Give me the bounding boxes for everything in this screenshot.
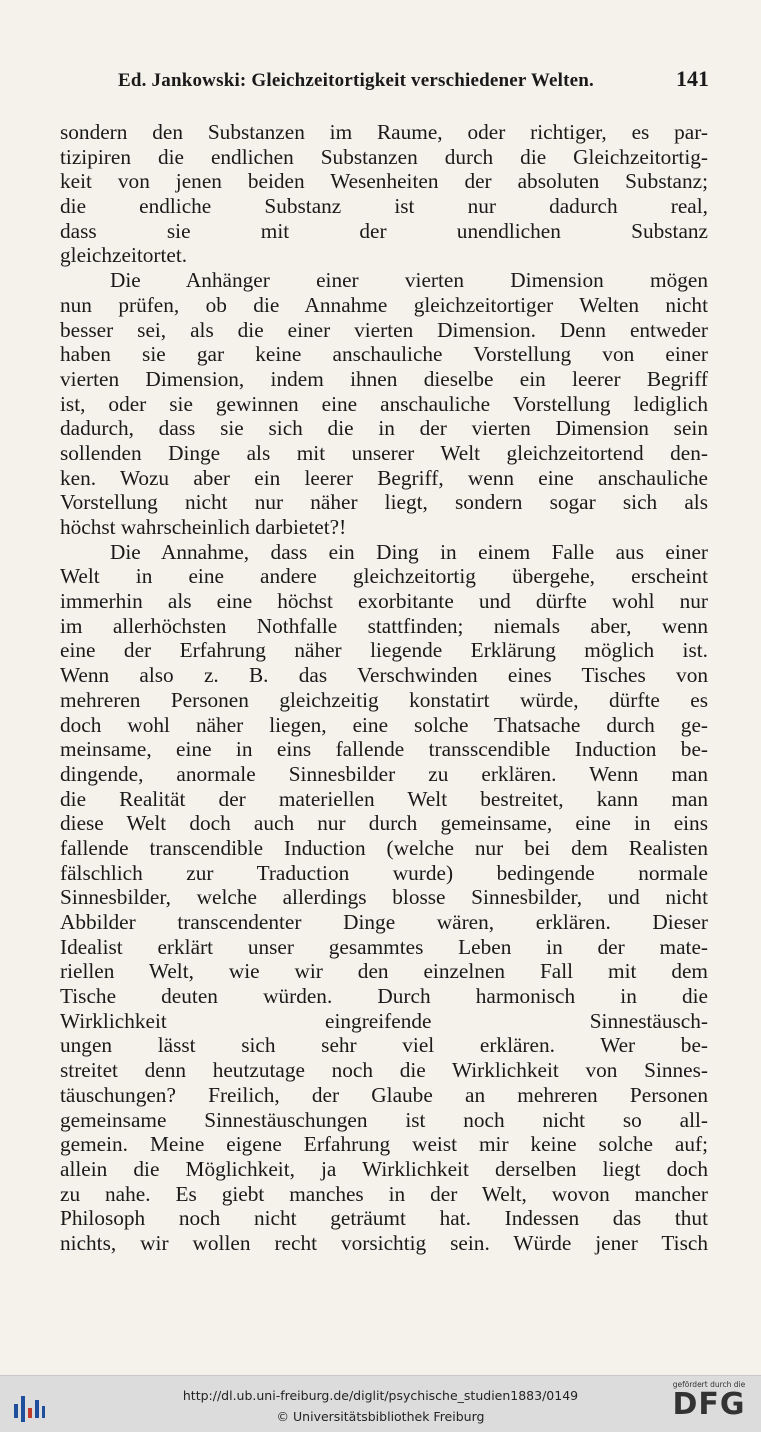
copyright-notice: © Universitätsbibliothek Freiburg <box>276 1409 485 1424</box>
text-line: tizipiren die endlichen Substanzen durch die Gleichzeitortig- <box>60 144 708 169</box>
text-line: ungen lässt sich sehr viel erklären. Wer be- <box>60 1033 708 1058</box>
text-line: dingende, anormale Sinnesbilder zu erklären. Wenn man <box>60 761 708 786</box>
running-title: Ed. Jankowski: Gleichzeitortigkeit verschiedener Welten. <box>118 70 594 91</box>
text-line: höchst wahrscheinlich darbietet?! <box>60 515 347 539</box>
dfg-logo <box>665 1380 753 1428</box>
text-line: meinsame, eine in eins fallende transscendible Induction be- <box>60 737 708 762</box>
text-line: Idealist erklärt unser gesammtes Leben in der mate- <box>60 934 708 959</box>
text-line: streitet denn heutzutage noch die Wirklichkeit von Sinnes- <box>60 1058 708 1083</box>
text-line: keit von jenen beiden Wesenheiten der absoluten Substanz; <box>60 169 708 194</box>
text-line: Tische deuten würden. Durch harmonisch in die <box>60 984 708 1009</box>
text-line: die endliche Substanz ist nur dadurch real, <box>60 194 708 219</box>
text-line: dass sie mit der unendlichen Substanz <box>60 218 708 243</box>
source-url[interactable]: http://dl.ub.uni-freiburg.de/diglit/psychische_studien1883/0149 <box>182 1388 579 1403</box>
text-line: Abbilder transcendenter Dinge wären, erklären. Dieser <box>60 910 708 934</box>
text-line: ist, oder sie gewinnen eine anschauliche Vorstellung lediglich <box>60 391 708 416</box>
text-line: riellen Welt, wie wir den einzelnen Fall mit dem <box>60 959 708 984</box>
text-line: dadurch, dass sie sich die in der vierten Dimension sein <box>60 416 708 441</box>
text-line: nun prüfen, ob die Annahme gleichzeitortiger Welten nicht <box>60 292 708 317</box>
text-line: vierten Dimension, indem ihnen dieselbe ein leerer Begriff <box>60 366 708 391</box>
text-line: nichts, wir wollen recht vorsichtig sein. Würde jener Tisch <box>60 1230 708 1255</box>
text-line: gleichzeitortet. <box>60 243 188 268</box>
text-line: besser sei, als die einer vierten Dimension. Denn entweder <box>60 317 708 342</box>
text-line: die Realität der materiellen Welt bestreitet, kann man <box>60 786 708 811</box>
text-line: fälschlich zur Traduction wurde) bedingende normale <box>60 860 708 885</box>
dfg-tagline: gefördert durch die <box>672 1380 746 1389</box>
text-line: täuschungen? Freilich, der Glaube an mehreren Personen <box>60 1082 708 1107</box>
text-line: Welt in eine andere gleichzeitortig übergehe, erscheint <box>60 564 708 589</box>
text-line: mehreren Personen gleichzeitig konstatirt würde, dürfte es <box>60 687 708 712</box>
text-line: Wenn also z. B. das Verschwinden eines Tisches von <box>60 663 708 688</box>
text-line: ken. Wozu aber ein leerer Begriff, wenn eine anschauliche <box>60 465 708 490</box>
text-line: doch wohl näher liegen, eine solche Thatsache durch ge- <box>60 712 708 737</box>
text-line: fallende transcendible Induction (welche nur bei dem Realisten <box>60 835 708 860</box>
running-header <box>60 66 709 98</box>
text-line: eine der Erfahrung näher liegende Erklärung möglich ist. <box>60 638 708 663</box>
text-line: sondern den Substanzen im Raume, oder richtiger, es par- <box>60 120 708 144</box>
text-line: Die Annahme, dass ein Ding in einem Falle aus einer <box>110 539 708 564</box>
text-line: sollenden Dinge als mit unserer Welt gleichzeitortend den- <box>60 440 708 465</box>
text-line: allein die Möglichkeit, ja Wirklichkeit derselben liegt doch <box>60 1156 708 1181</box>
text-line: im allerhöchsten Nothfalle stattfinden; niemals aber, wenn <box>60 613 708 638</box>
text-line: Sinnesbilder, welche allerdings blosse Sinnesbilder, und nicht <box>60 885 708 910</box>
page-number: 141 <box>676 66 709 91</box>
text-line: Wirklichkeit eingreifende Sinnestäusch- <box>60 1008 708 1033</box>
text-line: Die Anhänger einer vierten Dimension mögen <box>110 268 708 293</box>
text-line: Vorstellung nicht nur näher liegt, sondern sogar sich als <box>60 490 708 515</box>
text-line: Philosoph noch nicht geträumt hat. Indessen das thut <box>60 1206 708 1231</box>
text-line: immerhin als eine höchst exorbitante und dürfte wohl nur <box>60 589 708 614</box>
text-line: zu nahe. Es giebt manches in der Welt, wovon mancher <box>60 1181 708 1206</box>
text-line: haben sie gar keine anschauliche Vorstellung von einer <box>60 342 708 367</box>
viewer-footer <box>0 1375 761 1432</box>
text-line: gemeinsame Sinnestäuschungen ist noch nicht so all- <box>60 1107 708 1132</box>
text-line: gemein. Meine eigene Erfahrung weist mir keine solche auf; <box>60 1132 708 1157</box>
dfg-wordmark: DFG <box>672 1387 746 1422</box>
body-text <box>60 120 708 1256</box>
text-line: diese Welt doch auch nur durch gemeinsame, eine in eins <box>60 811 708 836</box>
